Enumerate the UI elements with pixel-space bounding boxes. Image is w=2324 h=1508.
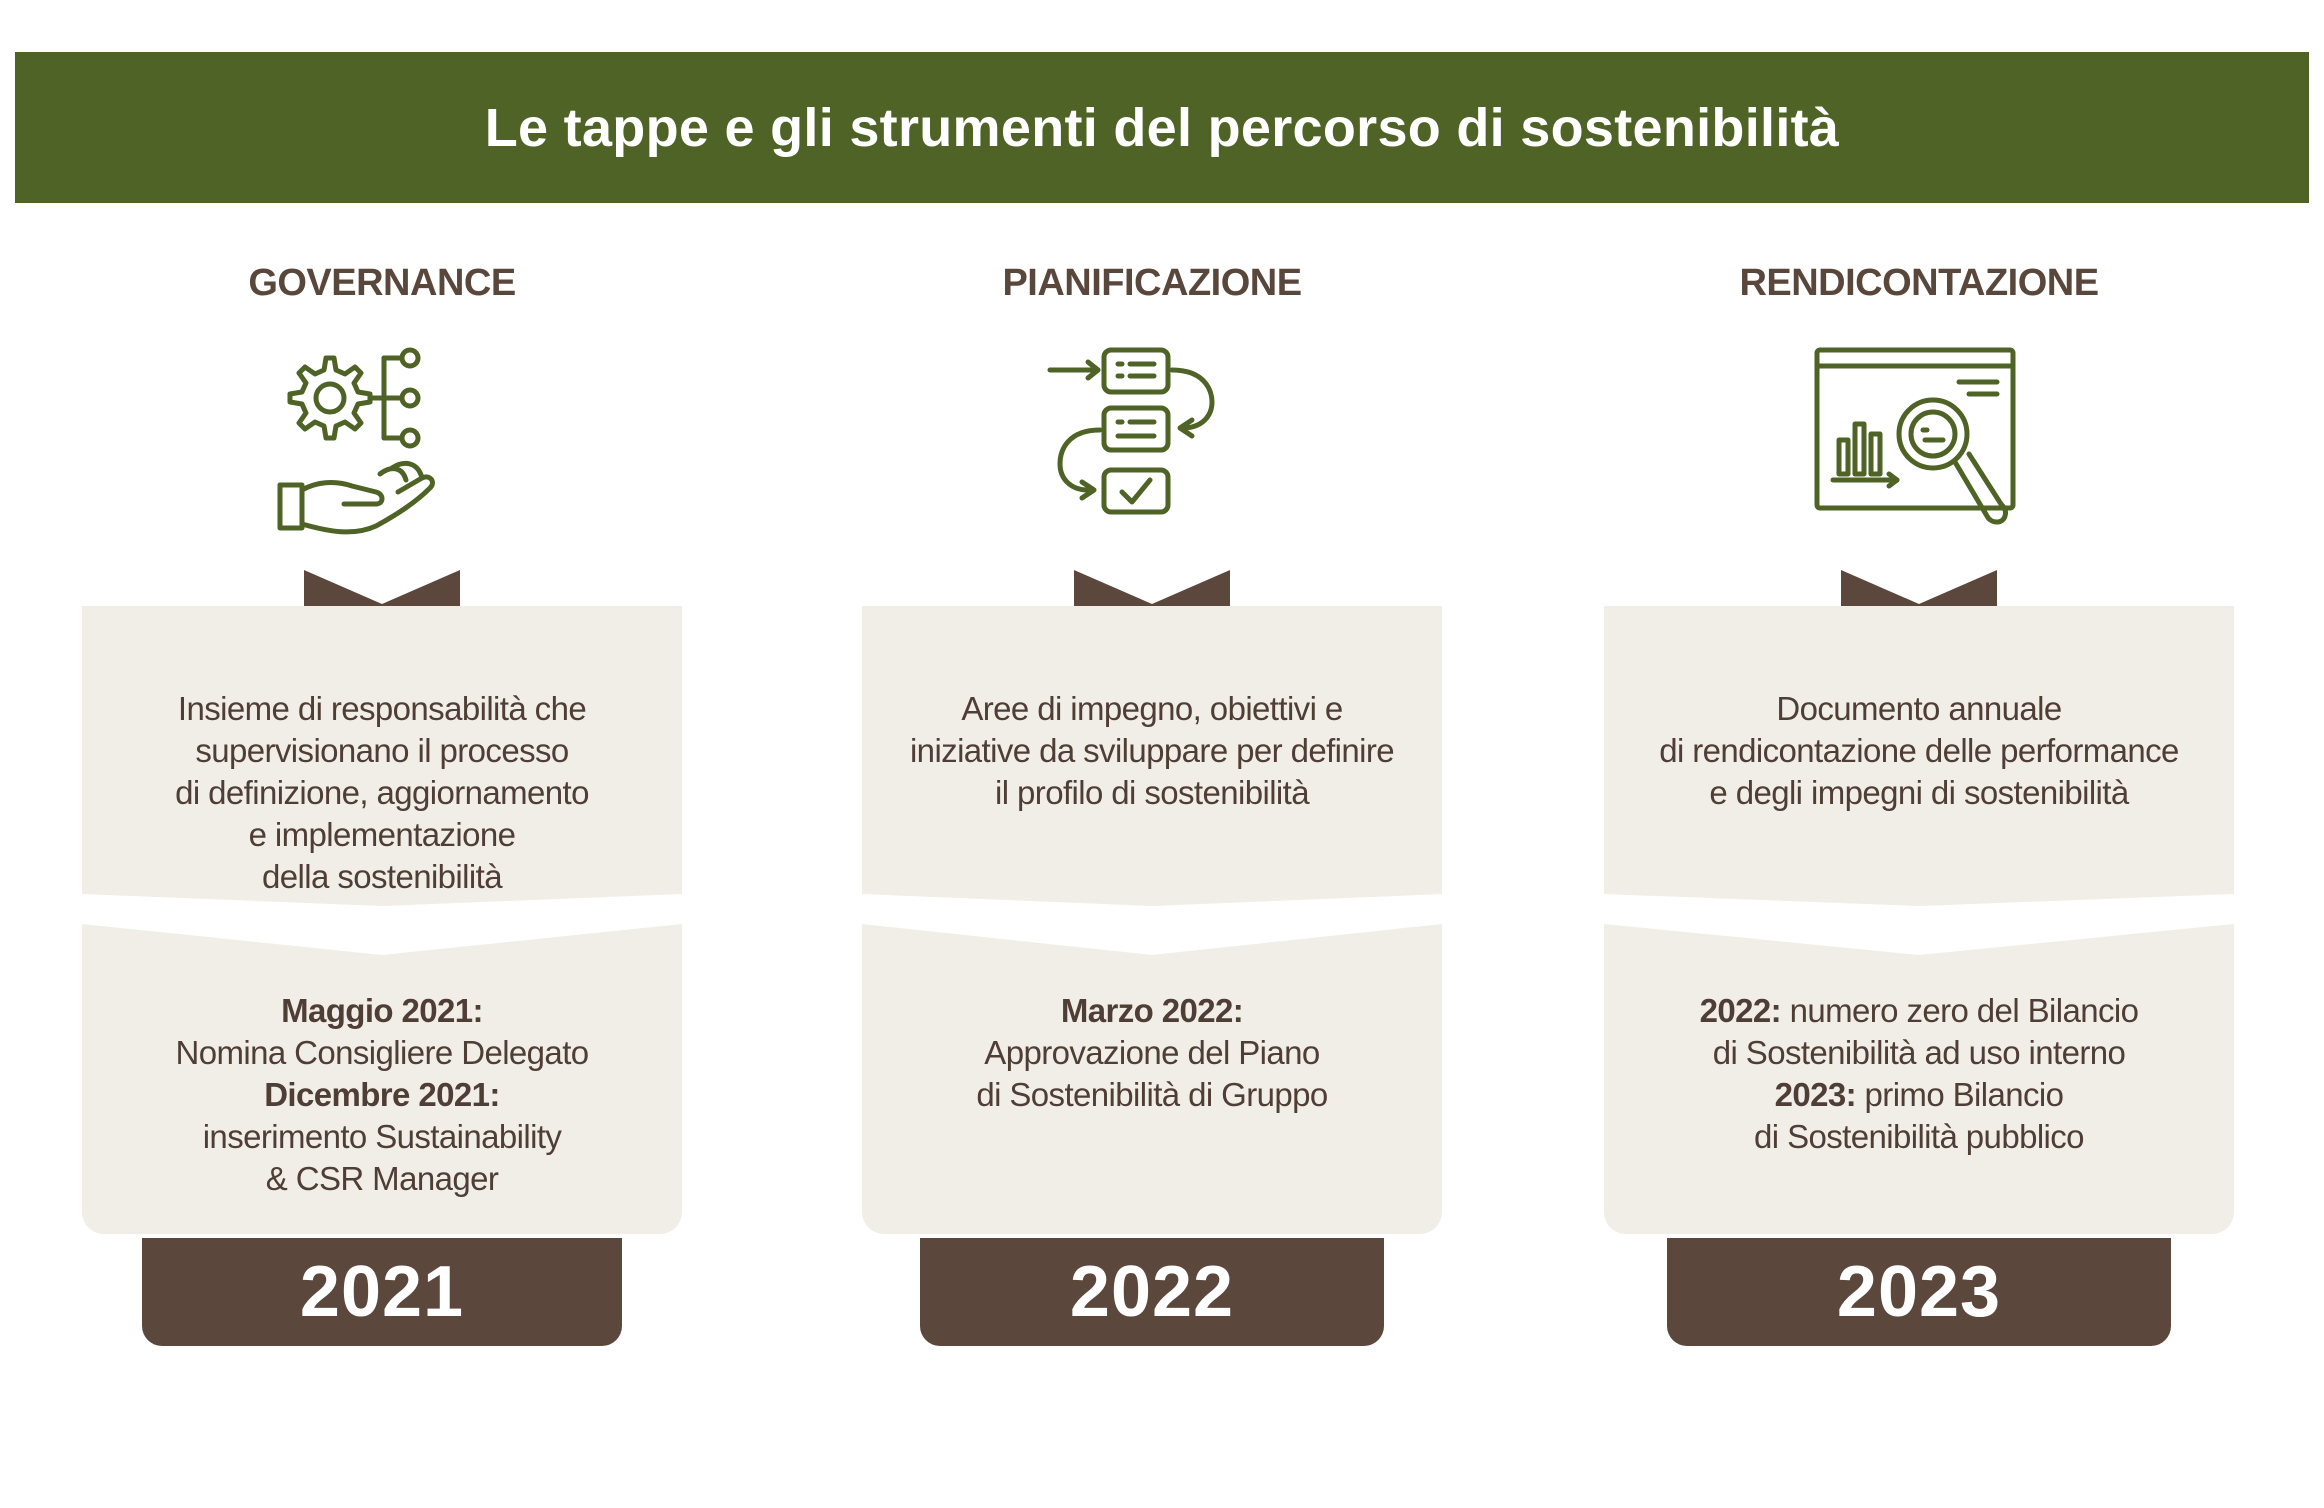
- year-tab: [1667, 1238, 2171, 1346]
- page-title: Le tappe e gli strumenti del percorso di sostenibilità: [484, 97, 1840, 158]
- year-label: 2022: [1069, 1252, 1235, 1332]
- column-rendicontazione: [1604, 0, 2234, 1508]
- milestone-text: inserimento Sustainability: [202, 1118, 562, 1155]
- milestone-list: [892, 990, 1412, 1116]
- milestone-line: [1634, 1074, 2204, 1116]
- description-line: il profilo di sostenibilità: [995, 774, 1309, 811]
- description-line: Aree di impegno, obiettivi e: [961, 690, 1343, 727]
- milestone-text: di Sostenibilità ad uso interno: [1712, 1034, 2126, 1071]
- milestone-label: Dicembre 2021:: [264, 1076, 500, 1113]
- description-line: iniziative da sviluppare per definire: [909, 732, 1395, 769]
- milestone-text: & CSR Manager: [265, 1160, 499, 1197]
- milestone-label: 2022:: [1699, 992, 1782, 1029]
- column-pianificazione: [862, 0, 1442, 1508]
- milestone-label: Marzo 2022:: [1060, 992, 1244, 1029]
- milestone-text: primo Bilancio: [1855, 1076, 2064, 1113]
- milestone-line: [892, 1074, 1412, 1116]
- year-label: 2021: [299, 1252, 465, 1332]
- description-line: Documento annuale: [1776, 690, 2062, 727]
- column-description: [122, 688, 642, 898]
- description-line: della sostenibilità: [262, 858, 502, 895]
- column-governance: [82, 0, 682, 1508]
- milestone-list: [1634, 990, 2204, 1158]
- milestone-line: [1634, 990, 2204, 1032]
- year-label: 2023: [1836, 1252, 2002, 1332]
- milestone-list: [112, 990, 652, 1200]
- milestone-text: Nomina Consigliere Delegato: [175, 1034, 589, 1071]
- milestone-label: Maggio 2021:: [281, 992, 483, 1029]
- column-heading: GOVERNANCE: [248, 262, 516, 304]
- milestone-line: [1634, 1116, 2204, 1158]
- column-description: [902, 688, 1402, 814]
- milestone-line: [112, 1158, 652, 1200]
- column-heading: PIANIFICAZIONE: [1002, 262, 1302, 304]
- workflow-checklist-icon: [1046, 340, 1266, 560]
- milestone-line: [892, 1032, 1412, 1074]
- year-tab: [920, 1238, 1384, 1346]
- description-line: Insieme di responsabilità che: [177, 690, 587, 727]
- milestone-text: Approvazione del Piano: [984, 1034, 1320, 1071]
- report-magnifier-icon: [1809, 340, 2029, 560]
- milestone-line: [892, 990, 1412, 1032]
- column-description: [1644, 688, 2194, 814]
- milestone-text: di Sostenibilità di Gruppo: [976, 1076, 1328, 1113]
- milestone-text: di Sostenibilità pubblico: [1754, 1118, 2084, 1155]
- column-heading: RENDICONTAZIONE: [1739, 262, 2099, 304]
- description-line: di definizione, aggiornamento: [175, 774, 589, 811]
- milestone-text: numero zero del Bilancio: [1781, 992, 2139, 1029]
- milestone-line: [1634, 1032, 2204, 1074]
- gear-network-hand-icon: [272, 340, 492, 560]
- milestone-line: [112, 990, 652, 1032]
- milestone-label: 2023:: [1774, 1076, 1856, 1113]
- description-line: e implementazione: [248, 816, 516, 853]
- year-tab: [142, 1238, 622, 1346]
- description-line: e degli impegni di sostenibilità: [1709, 774, 2129, 811]
- milestone-line: [112, 1116, 652, 1158]
- description-line: di rendicontazione delle performance: [1659, 732, 2179, 769]
- milestone-line: [112, 1074, 652, 1116]
- milestone-line: [112, 1032, 652, 1074]
- description-line: supervisionano il processo: [195, 732, 569, 769]
